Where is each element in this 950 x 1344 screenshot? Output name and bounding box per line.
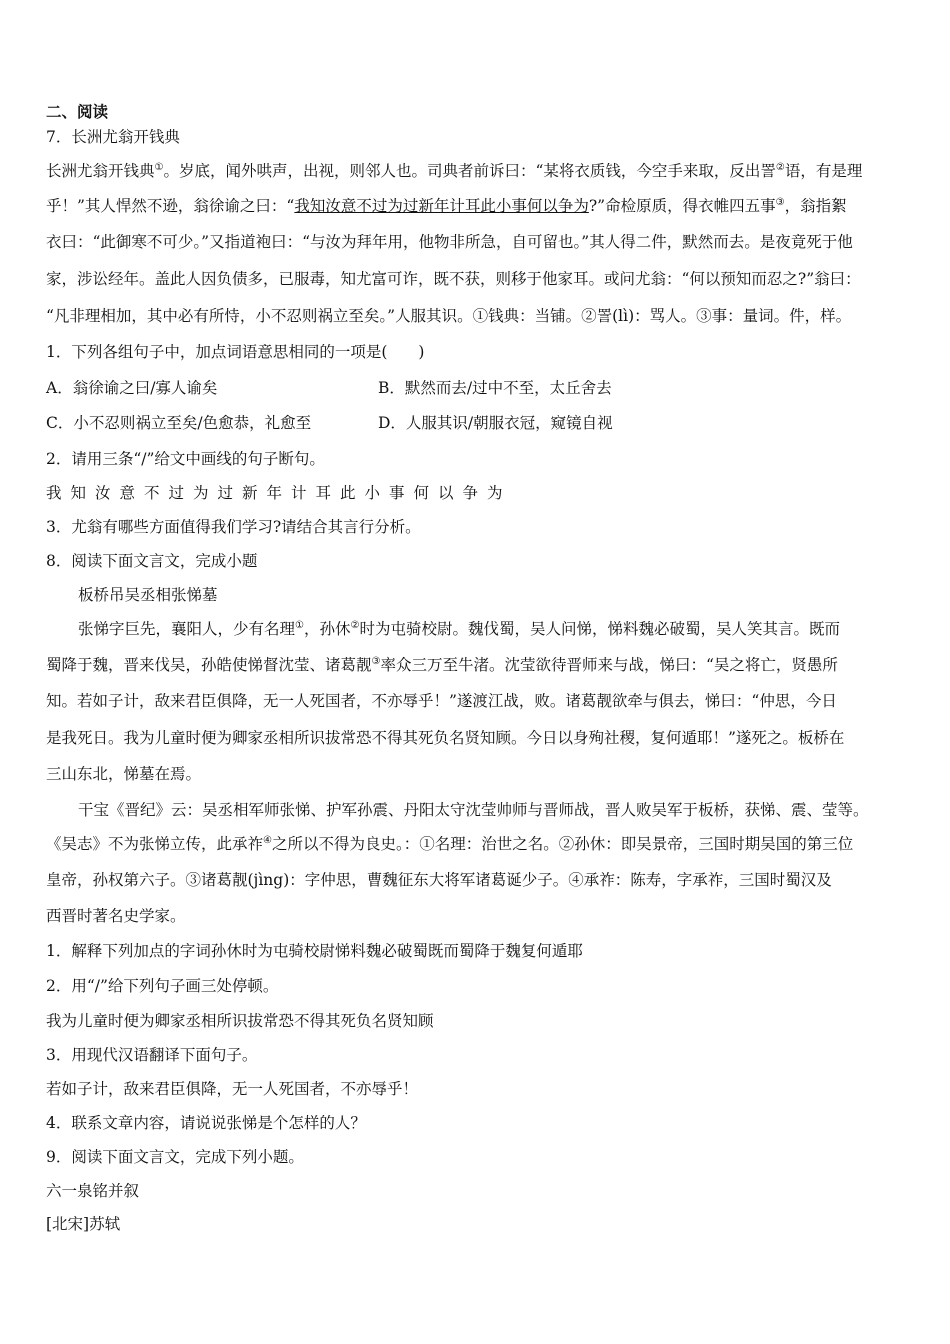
q8-subtitle: 板桥吊吴丞相张悌墓: [78, 586, 218, 604]
q7-sub1-stem: 1．下列各组句子中，加点词语意思相同的一项是( ): [46, 343, 425, 361]
q8-p2-line-3: 皇帝，孙权第六子。③诸葛靓(jìng)：字仲思，曹魏征东大将军诸葛诞少子。④承祚：陈寿，字承祚，三国时蜀汉及: [46, 871, 832, 889]
underlined-sentence: 我知汝意不过为过新年计耳此小事何以争为: [294, 197, 589, 215]
text-run: 乎！”其人悍然不逊，翁徐谕之曰：“我知汝意不过为过新年计耳此小事何以争为?”命检原质，得衣帷四五事③，翁指絮: [46, 196, 847, 215]
footnote-marker: ①: [154, 161, 164, 173]
option-a: A．翁徐谕之曰/寡人谕矣: [46, 379, 218, 397]
q9-title: 9．阅读下面文言文，完成下列小题。: [46, 1148, 304, 1166]
q7-sub3-stem: 3．尤翁有哪些方面值得我们学习?请结合其言行分析。: [46, 518, 421, 536]
q8-title: 8．阅读下面文言文，完成小题: [46, 552, 258, 570]
footnote-marker: ④: [263, 834, 272, 846]
text-run: 长洲尤翁开钱典①。岁底，闻外哄声，出视，则邻人也。司典者前诉曰：“某将衣质钱，今空手来取，反出詈②语，有是理: [46, 161, 863, 180]
option-c: C．小不忍则祸立至矣/色愈恭，礼愈至: [46, 414, 312, 432]
q8-p2-line-2: [46, 833, 904, 855]
q8-p1-line-5: 三山东北，悌墓在焉。: [46, 765, 202, 783]
section-title: 二、阅读: [46, 102, 109, 121]
option-b: B．默然而去/过中不至，太丘舍去: [378, 379, 612, 397]
q8-p1-line-4: 是我死日。我为儿童时便为卿家丞相所识拔常恐不得其死负名贤知顾。今日以身殉社稷，复何遁耶！”遂死之。板桥在: [46, 729, 845, 747]
q9-subtitle: 六一泉铭并叙: [46, 1182, 140, 1200]
text-run: 蜀降于魏，晋来伐吴，孙皓使悌督沈莹、诸葛靓③率众三万至牛渚。沈莹欲待晋师来与战，悌曰：“吴之将亡，贤愚所: [46, 655, 838, 674]
q8-p1-line-3: 知。若如子计，敌来君臣俱降，无一人死国者，不亦辱乎！”遂渡江战，败。诸葛靓欲牵与俱去，悌曰：“仲思，今日: [46, 692, 837, 710]
q8-sub4: 4．联系文章内容，请说说张悌是个怎样的人？: [46, 1114, 366, 1132]
q7-title: 7．长洲尤翁开钱典: [46, 128, 180, 146]
text-run: 张悌字巨先，襄阳人，少有名理①，孙休②时为屯骑校尉。魏伐蜀，吴人问悌，悌料魏必破蜀，吴人笑其言。既而: [78, 619, 840, 638]
footnote-marker: ③: [775, 196, 785, 208]
q7-passage-line-2: [46, 195, 904, 217]
q7-sub2-sentence: 我知汝意不过为过新年计耳此小事何以争为: [46, 484, 512, 502]
q8-sub2: 2．用“/”给下列句子画三处停顿。: [46, 977, 279, 995]
q9-author: [北宋]苏轼: [46, 1215, 121, 1233]
footnote-marker: ①: [295, 619, 304, 631]
q8-p2-line-4: 西晋时著名史学家。: [46, 907, 186, 925]
q7-passage-line-1: [46, 160, 904, 182]
q7-passage-line-3: 衣曰：“此御寒不可少。”又指道袍曰：“与汝为拜年用，他物非所急，自可留也。”其人得二件，默然而去。是夜竟死于他: [46, 233, 853, 251]
q8-sub1: 1．解释下列加点的字词孙休时为屯骑校尉悌料魏必破蜀既而蜀降于魏复何遁耶: [46, 942, 583, 960]
q7-passage-line-4: 家，涉讼经年。盖此人因负债多，已服毒，知尤富可诈，既不获，则移于他家耳。或问尤翁：“何以预知而忍之?”翁曰：: [46, 270, 861, 288]
option-d: D．人服其识/朝服衣冠，窥镜自视: [378, 414, 613, 432]
q8-sub3-sentence: 若如子计，敌来君臣俱降，无一人死国者，不亦辱乎！: [46, 1080, 419, 1098]
footnote-marker: ②: [350, 619, 360, 631]
q7-passage-line-5: “凡非理相加，其中必有所恃，小不忍则祸立至矣。”人服其识。①钱典：当铺。②詈(lì)：骂人。③事：量词。件，样。: [46, 307, 852, 325]
footnote-marker: ②: [775, 161, 785, 173]
q8-sub2-sentence: 我为儿童时便为卿家丞相所识拔常恐不得其死负名贤知顾: [46, 1012, 434, 1030]
footnote-marker: ③: [371, 655, 381, 667]
text-run: 《吴志》不为张悌立传，此承祚④之所以不得为良史。：①名理：治世之名。②孙休：即吴景帝，三国时期吴国的第三位: [46, 834, 854, 853]
q8-p2-line-1: 干宝《晋纪》云：吴丞相军师张悌、护军孙震、丹阳太守沈莹帅师与晋师战，晋人败吴军于板桥，获悌、震、莹等。: [78, 801, 869, 819]
q8-p1-line-1: [78, 618, 904, 640]
q7-sub2-stem: 2．请用三条“/”给文中画线的句子断句。: [46, 450, 325, 468]
q8-sub3: 3．用现代汉语翻译下面句子。: [46, 1046, 258, 1064]
q8-p1-line-2: [46, 654, 904, 676]
